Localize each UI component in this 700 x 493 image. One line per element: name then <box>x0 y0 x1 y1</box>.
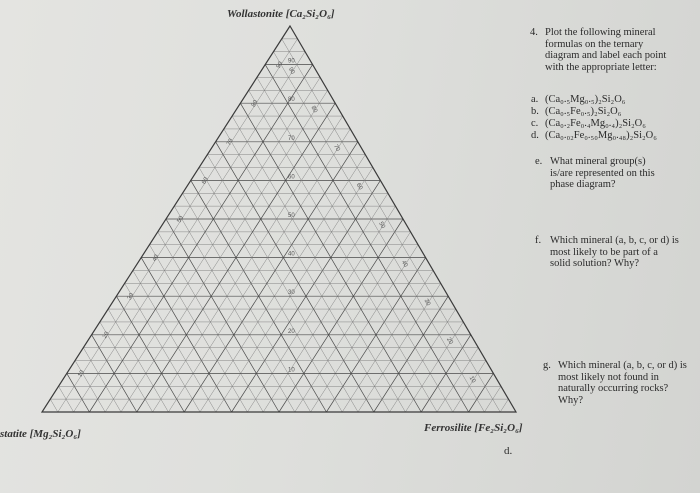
question-g <box>543 360 700 408</box>
tick-label: 40 <box>399 259 409 269</box>
question-f-line: solid solution? Why? <box>550 258 640 269</box>
tick-label: 30 <box>422 298 432 307</box>
question-4-number: 4. <box>530 27 538 38</box>
question-f-line: Which mineral (a, b, c, or d) is <box>550 235 679 246</box>
grid-line <box>149 245 247 412</box>
formula-letter: b. <box>531 106 539 117</box>
formula-text: (Ca₀.₅Mg₀.₅)₂Si₂O₆ <box>545 94 626 105</box>
question-f <box>535 235 700 271</box>
tick-label: 80 <box>309 105 319 114</box>
question-g-line: naturally occurring rocks? <box>558 383 669 394</box>
grid-line <box>153 116 343 412</box>
tick-label: 40 <box>288 251 295 258</box>
question-4-line: Plot the following mineral <box>545 27 656 38</box>
tick-label: 30 <box>126 292 136 302</box>
formula-text: (Ca₀.₂Fe₀.₄Mg₀.₄)₂Si₂O₆ <box>545 118 646 129</box>
question-g-line: Which mineral (a, b, c, or d) is <box>558 360 687 371</box>
tick-label: 70 <box>332 143 341 153</box>
question-g-line: most likely not found in <box>558 371 659 383</box>
tick-label: 30 <box>288 290 295 297</box>
tick-label: 10 <box>77 369 86 379</box>
formula-letter: a. <box>531 94 539 105</box>
grid-line <box>500 399 508 412</box>
ferrosilite-label: Ferrosilite [Fe₂Si₂O₆] <box>424 422 523 434</box>
tick-label: 90 <box>286 66 296 76</box>
grid-line <box>121 90 328 412</box>
question-f-line: most likely to be part of a <box>550 246 658 258</box>
grid-line <box>405 322 463 412</box>
tick-label: 60 <box>288 174 295 181</box>
tick-label: 10 <box>288 367 295 374</box>
grid-line <box>311 245 418 412</box>
enstatite-label: statite [Mg₂Si₂O₆] <box>0 428 81 440</box>
grid-line <box>133 270 216 412</box>
grid-line <box>232 116 405 412</box>
tick-label: 50 <box>377 221 386 230</box>
question-g-line: Why? <box>558 394 584 406</box>
tick-label: 20 <box>445 336 454 346</box>
tick-label: 70 <box>288 135 295 142</box>
question-e-line: What mineral group(s) <box>550 156 646 167</box>
wollastonite-label: Wollastonite [Ca₂Si₂O₆] <box>227 8 335 20</box>
tick-label: 60 <box>354 182 364 192</box>
grid-line <box>183 193 311 412</box>
question-e-line: phase diagram? <box>550 179 616 190</box>
question-4-line: diagram and label each point <box>545 50 667 61</box>
tick-label: 40 <box>151 253 161 263</box>
formula-text: (Ca₀.₅Fe₀.₅)₂Si₂O₆ <box>545 106 622 117</box>
footer-letter: d. <box>504 445 513 457</box>
question-4 <box>530 27 690 77</box>
question-g-number: g. <box>543 360 551 371</box>
tick-label: 60 <box>201 176 210 186</box>
formula-letter: c. <box>531 118 539 129</box>
formula-letter: d. <box>531 130 539 141</box>
tick-label: 90 <box>288 58 295 65</box>
tick-label: 80 <box>250 99 260 109</box>
tick-label: 10 <box>467 375 477 385</box>
ternary-tick-labels <box>77 59 476 385</box>
formula-text: (Ca₀.₀₂Fe₀.₅₀Mg₀.₄₈)₂Si₂O₆ <box>545 130 657 141</box>
tick-label: 20 <box>288 328 295 335</box>
question-4-line: formulas on the ternary <box>545 38 644 50</box>
tick-label: 20 <box>102 331 111 340</box>
tick-label: 50 <box>176 215 186 224</box>
tick-label: 70 <box>226 138 235 147</box>
grid-line <box>247 193 388 412</box>
tick-label: 80 <box>288 97 295 104</box>
grid-line <box>249 90 437 412</box>
tick-label: 90 <box>275 60 285 70</box>
grid-line <box>50 399 58 412</box>
question-e-number: e. <box>535 156 543 167</box>
question-e-line: is/are represented on this <box>550 167 655 179</box>
question-f-number: f. <box>535 235 542 246</box>
ternary-grid <box>50 39 508 412</box>
tick-label: 50 <box>288 213 295 219</box>
grid-line <box>282 39 500 412</box>
question-e <box>535 156 695 192</box>
grid-line <box>58 39 298 412</box>
grid-line <box>83 348 121 412</box>
question-4-line: with the appropriate letter: <box>545 61 657 73</box>
